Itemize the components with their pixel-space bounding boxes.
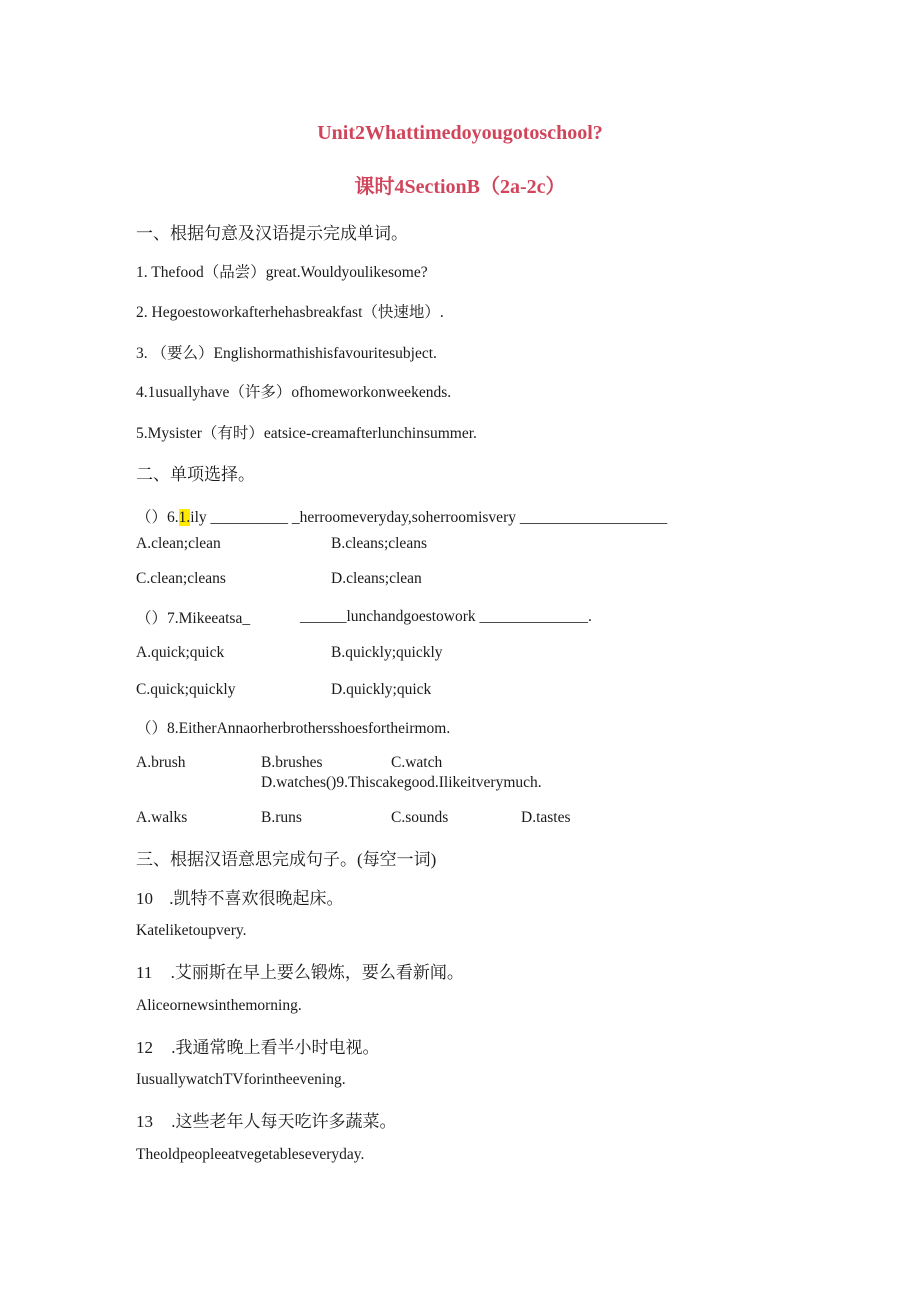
s3-item-12-cn bbox=[136, 1033, 380, 1058]
q6-option-c: C.clean;cleans bbox=[136, 570, 226, 587]
q8-option-a: A.brush bbox=[136, 754, 186, 771]
q9-option-b: B.runs bbox=[261, 809, 302, 826]
q6-prefix: （）6. bbox=[136, 509, 179, 526]
q8-option-b: B.brushes bbox=[261, 754, 323, 771]
s3-item-13-number: 13 bbox=[136, 1112, 153, 1131]
q7-text-start: （）7.Mikeeatsa_ bbox=[136, 610, 251, 627]
q9-option-a: A.walks bbox=[136, 809, 188, 826]
s3-item-13-cn bbox=[136, 1107, 397, 1132]
q7-option-c: C.quick;quickly bbox=[136, 681, 236, 698]
q6-highlight: 1. bbox=[178, 509, 191, 526]
page-title: Unit2Whattimedoyougotoschool? bbox=[317, 122, 603, 144]
s3-item-11-cn bbox=[136, 958, 464, 983]
s3-item-10-number: 10 bbox=[136, 889, 153, 908]
s3-item-10-prompt: .凯特不喜欢很晚起床。 bbox=[169, 889, 344, 908]
q7-option-a: A.quick;quick bbox=[136, 644, 225, 661]
q8-option-d-and-question-9: D.watches()9.Thiscakegood.Ilikeitverymuch. bbox=[261, 774, 542, 791]
q7-option-b: B.quickly;quickly bbox=[331, 644, 443, 661]
q7-text-end: ______lunchandgoestowork ______________. bbox=[300, 608, 592, 625]
q6-option-d: D.cleans;clean bbox=[331, 570, 422, 587]
s1-item-5: 5.Mysister（有时）eatsice-creamafterlunchinsummer. bbox=[136, 425, 477, 442]
s1-item-1: 1. Thefood（品尝）great.Wouldyoulikesome? bbox=[136, 264, 428, 281]
q8-option-c: C.watch bbox=[391, 754, 443, 771]
section-2-heading: 二、单项选择。 bbox=[136, 465, 255, 484]
s1-item-4: 4.1usuallyhave（许多）ofhomeworkonweekends. bbox=[136, 384, 452, 401]
s3-item-11-number: 11 bbox=[136, 963, 153, 982]
question-6 bbox=[136, 505, 667, 527]
q6-text: ily __________ _herroomeveryday,soherroomisvery ___________________ bbox=[190, 509, 668, 526]
section-1-heading: 一、根据句意及汉语提示完成单词。 bbox=[136, 224, 408, 243]
q9-option-d: D.tastes bbox=[521, 809, 571, 826]
s1-item-2: 2. Hegoestoworkafterhehasbreakfast（快速地）. bbox=[136, 304, 444, 321]
s3-item-13-prompt: .这些老年人每天吃许多蔬菜。 bbox=[171, 1112, 397, 1131]
s3-item-12-en: IusuallywatchTVforintheevening. bbox=[136, 1071, 346, 1088]
s3-item-11-en: Aliceornewsinthemorning. bbox=[136, 997, 302, 1014]
s3-item-12-prompt: .我通常晚上看半小时电视。 bbox=[171, 1038, 380, 1057]
q6-option-b: B.cleans;cleans bbox=[331, 535, 427, 552]
s3-item-12-number: 12 bbox=[136, 1038, 153, 1057]
q9-option-c: C.sounds bbox=[391, 809, 449, 826]
section-3-heading: 三、根据汉语意思完成句子。(每空一词) bbox=[136, 850, 437, 869]
page-subtitle: 课时4SectionB（2a-2c） bbox=[354, 176, 566, 198]
s3-item-13-en: Theoldpeopleeatvegetableseveryday. bbox=[136, 1146, 365, 1163]
s3-item-10-en: Kateliketoupvery. bbox=[136, 922, 247, 939]
s1-item-3: 3. （要么）Englishormathishisfavouritesubject. bbox=[136, 345, 437, 362]
q6-option-a: A.clean;clean bbox=[136, 535, 221, 552]
s3-item-10-cn bbox=[136, 884, 344, 909]
question-8: （）8.EitherAnnaorherbrothersshoesfortheirmom. bbox=[136, 720, 451, 737]
s3-item-11-prompt: .艾丽斯在早上要么锻炼，要么看新闻。 bbox=[170, 963, 464, 982]
q7-option-d: D.quickly;quick bbox=[331, 681, 432, 698]
